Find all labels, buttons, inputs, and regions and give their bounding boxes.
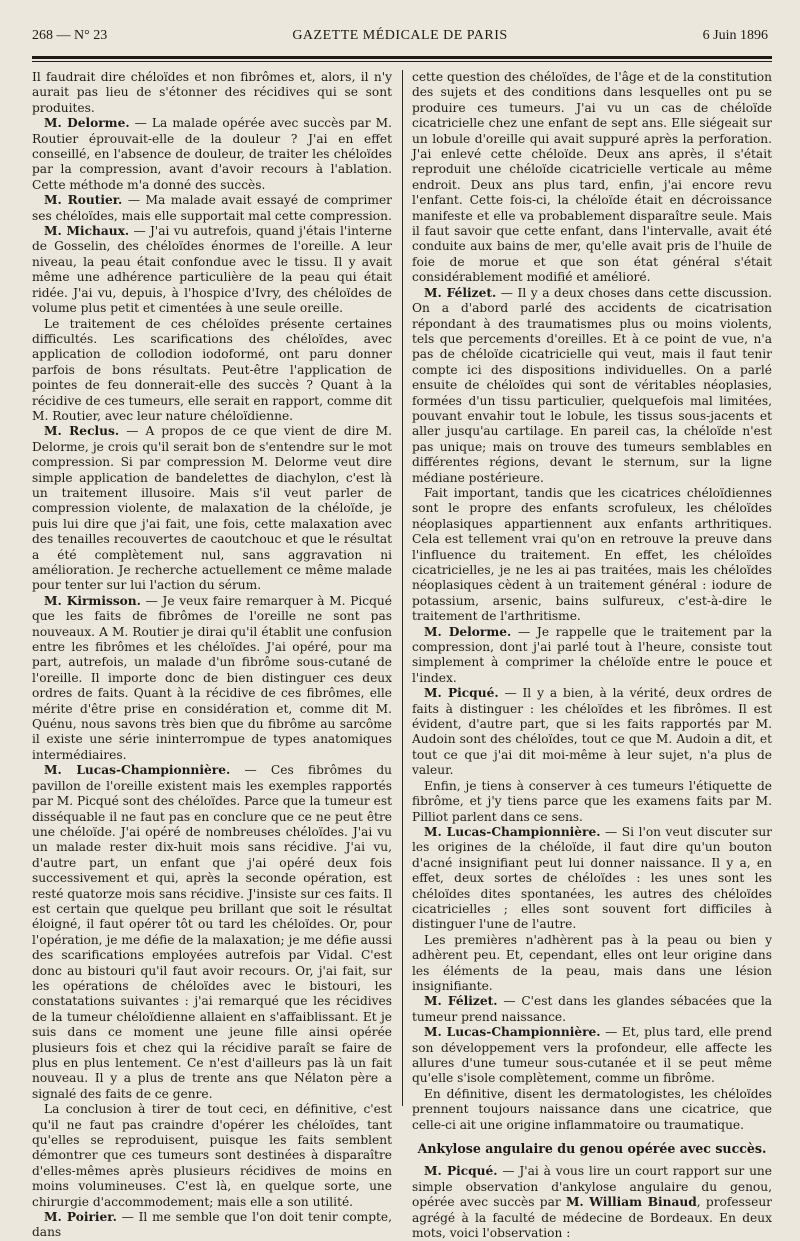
- speaker-name: M. Félizet.: [424, 994, 498, 1009]
- paragraph: [32, 116, 392, 193]
- paragraph: [412, 625, 772, 687]
- paragraph: [32, 763, 392, 1102]
- section-heading: Ankylose angulaire du genou opérée avec succès.: [417, 1141, 767, 1157]
- speaker-name: M. Félizet.: [424, 285, 497, 300]
- paragraph-text: Il faudrait dire chéloïdes et non fibrômes et, alors, il n'y aurait pas lieu de s'étonner des récidives qui se sont produites.: [32, 70, 392, 115]
- paragraph: [412, 994, 772, 1025]
- paragraph-text: — C'est dans les glandes sébacées que la tumeur prend naissance.: [412, 994, 772, 1024]
- speaker-name: M. Reclus.: [44, 424, 120, 439]
- paragraph-text: — Je rappelle que le traitement par la compression, dont j'ai parlé tout à l'heure, consiste tout simplement à comprimer la chéloïde entre le pouce et l'index.: [412, 624, 772, 685]
- paragraph-text: En définitive, disent les dermatologistes, les chéloïdes prennent toujours naissance dans une cicatrice, que celle-ci ait une origine inflammatoire ou traumatique.: [412, 1086, 772, 1132]
- right-column-paragraphs: [412, 70, 772, 1133]
- author-name: M. William Binaud: [565, 1195, 697, 1210]
- paragraph-text: — Il me semble que l'on doit tenir compte, dans: [32, 1210, 392, 1240]
- paragraph: [32, 594, 392, 763]
- paragraph: [412, 825, 772, 933]
- paragraph-text: — Il y a bien, à la vérité, deux ordres de faits à distinguer : les chéloïdes et les fibrômes. Il est évident, d'autre part, que si les faits rapportés par M. Audoin sont des chéloïdes, tout ce que M. Audoin a dit, et tout ce que j'ai dit moi-même à leur sujet, n'a plus de valeur.: [412, 686, 773, 778]
- paragraph-text: cette question des chéloïdes, de l'âge et de la constitution des sujets et des conditions dans lesquelles ont pu se produire ces tumeurs. J'ai vu un cas de chéloïde cicatricielle chez une enfant de sept ans. Elle siégeait sur un lobule d'oreille qui avait suppuré après la perforation. J'ai enlevé cette chéloïde. Deux ans après, il s'était reproduit une chéloïde cicatricielle verticale au même endroit. Deux ans plus tard, enfin, j'ai encore revu l'enfant. Cette fois-ci, la chéloïde était en décroissance manifeste et elle va probablement disparaître seule. Mais il faut savoir que cette enfant, dans l'intervalle, avait été conduite aux bains de mer, qu'elle avait pris de l'huile de foie de morue et que son état général s'était considérablement modifié et amélioré.: [412, 70, 772, 285]
- paragraph-text-end: , professeur agrégé à la faculté de médecine de Bordeaux. En deux mots, voici l'observation :: [412, 1195, 772, 1241]
- paragraph-text: — A propos de ce que vient de dire M. Delorme, je crois qu'il serait bon de s'entendre sur le mot compression. Si par compression M. Delorme veut dire simple application de bandelettes de diachylon, c'est là un traitement illusoire. Mais s'il veut parler de compression violente, de malaxation de la chéloïde, je puis lui dire que j'ai fait, une fois, cette malaxation avec des tenailles recouvertes de caoutchouc et que le résultat a été complètement nul, sans aggravation ni amélioration. Je recherche actuellement ce même malade pour tenter sur lui l'action du sérum.: [32, 424, 393, 593]
- left-column: [32, 70, 393, 1240]
- speaker-name: M. Picqué.: [424, 686, 499, 701]
- paragraph-text: Le traitement de ces chéloïdes présente certaines difficultés. Les scarifications des chéloïdes, avec application de collodion iodoformé, ont paru donner parfois de bons résultats. Peut-être l'application de pointes de feu donnerait-elle des succès ? Quant à la récidive de ces tumeurs, elle serait en rapport, comme dit M. Routier, avec leur nature chéloïdienne.: [32, 316, 392, 423]
- paragraph-text: Les premières n'adhèrent pas à la peau ou bien y adhèrent peu. Et, cependant, elles ont leur origine dans les éléments de la peau, mais dans une lésion insignifiante.: [412, 932, 772, 993]
- paragraph-text: — J'ai à vous lire un court rapport sur une simple observation d'ankylose angulaire du genou, opérée avec succès par: [412, 1164, 772, 1210]
- paragraph-text: — J'ai vu autrefois, quand j'étais l'interne de Gosselin, des chéloïdes énormes de l'oreille. A leur niveau, la peau était confondue avec le tissu. Il y avait même une adhérence particulière de la peau qui était ridée. J'ai vu, depuis, à l'hospice d'Ivry, des chéloïdes de volume plus petit et cimentées à une seule oreille.: [32, 224, 392, 316]
- paragraph: [32, 193, 392, 224]
- page-header: [32, 28, 768, 48]
- paragraph: [412, 1164, 772, 1241]
- paragraph-text: — Et, plus tard, elle prend son développement vers la profondeur, elle affecte les allures d'une tumeur sous-cutanée et il se peut même qu'elle s'isole complètement, comme un fibrôme.: [412, 1025, 772, 1086]
- speaker-name: M. Picqué.: [424, 1164, 498, 1179]
- paragraph: [412, 1087, 772, 1133]
- paragraph-text: — Ces fibrômes du pavillon de l'oreille existent mais les exemples rapportés par M. Picqué sont des chéloïdes. Parce que la tumeur est disséquable il ne faut pas en conclure que ce ne peut être une chéloïde. J'ai opéré de nombreuses chéloïdes. J'ai vu un malade rester dix-huit mois sans récidive. J'ai vu, d'autre part, un enfant que j'ai opéré deux fois successivement et qui, après la seconde opération, est resté quatorze mois sans récidive. J'insiste sur ces faits. Il est certain que quelque peu brillant que soit le résultat éloigné, il faut opérer tôt ou tard les chéloïdes. Or, pour l'opération, je me défie de la malaxation; je me défie aussi des scarifications employées autrefois par Vidal. C'est donc au bistouri qu'il faut avoir recours. Or, j'ai fait, sur les opérations de chéloïdes avec le bistouri, les constatations suivantes : j'ai remarqué que les récidives de la tumeur chéloïdienne allaient en s'affaiblissant. Et je suis dans ce moment une jeune fille ainsi opérée plusieurs fois et chez qui la récidive paraît se faire de plus en plus lentement. Ce n'est d'ailleurs pas là un fait nouveau. Il y a plus de trente ans que Nélaton père a signalé des faits de ce genre.: [32, 763, 393, 1101]
- issue-date: 6 Juin 1896: [702, 28, 768, 43]
- paragraph-text: — Ma malade avait essayé de comprimer ses chéloïdes, mais elle supportait mal cette compression.: [32, 193, 392, 223]
- paragraph-text: La conclusion à tirer de tout ceci, en définitive, c'est qu'il ne faut pas craindre d'opérer les chéloïdes, tant qu'elles se reproduisent, puisque les faits semblent démontrer que ces tumeurs sont destinées à disparaître d'elles-mêmes après plusieurs récidives de moins en moins volumineuses. C'est là, en quelque sorte, une chirurgie d'accommodement; mais elle a son utilité.: [32, 1102, 392, 1209]
- paragraph: [412, 933, 772, 995]
- speaker-name: M. Routier.: [44, 193, 123, 208]
- header-rule-thick: [32, 56, 772, 59]
- speaker-name: M. Lucas-Championnière.: [44, 763, 231, 778]
- paragraph-text: — Je veux faire remarquer à M. Picqué que les faits de fibrômes de l'oreille ne sont pas nouveaux. A M. Routier je dirai qu'il établit une confusion entre les fibrômes et les chéloïdes. J'ai opéré, pour ma part, autrefois, un malade d'un fibrôme sous-cutané de l'oreille. Il importe donc de bien distinguer ces deux ordres de faits. Quant à la récidive de ces fibrômes, elle mérite d'être prise en considération et, comme dit M. Quénu, nous savons très bien que du fibrôme au sarcôme il existe une série ininterrompue de types anatomiques intermédiaires.: [32, 593, 392, 762]
- right-column: [412, 70, 773, 1241]
- paragraph: [32, 1210, 392, 1241]
- paragraph: [412, 486, 772, 625]
- paragraph: [32, 424, 392, 593]
- speaker-name: M. Kirmisson.: [44, 593, 141, 608]
- paragraph-text: — Il y a deux choses dans cette discussion. On a d'abord parlé des accidents de cicatrisation répondant à des traumatismes plus ou moins violents, tels que percements d'oreilles. Et à ce point de vue, n'a pas de chéloïde cicatricielle qui veut, mais il faut tenir compte ici des dispositions individuelles. On a parlé ensuite de chéloïdes qui sont de véritables néoplasies, formées d'un tissu particulier, quelquefois mal limitées, pouvant envahir tout le lobule, les tissus sous-jacents et aller jusqu'au cartilage. En pareil cas, la chéloïde n'est pas unique; mais on trouve des tumeurs semblables en différentes régions, devant le sternum, sur la ligne médiane postérieure.: [412, 285, 773, 485]
- paragraph: [412, 70, 772, 286]
- paragraph: [32, 317, 392, 425]
- speaker-name: M. Poirier.: [44, 1210, 117, 1225]
- paragraph-text: — Si l'on veut discuter sur les origines de la chéloïde, il faut dire qu'un bouton d'acné insignifiant peut lui donner naissance. Il y a, en effet, deux sortes de chéloïdes : les unes sont les chéloïdes dites spontanées, les autres des chéloïdes cicatricielles ; elles sont souvent fort difficiles à distinguer l'une de l'autre.: [412, 824, 772, 932]
- paragraph-text: Enfin, je tiens à conserver à ces tumeurs l'étiquette de fibrôme, et j'y tiens parce que les examens faits par M. Pilliot parlent dans ce sens.: [412, 778, 772, 824]
- speaker-name: M. Michaux.: [44, 224, 130, 239]
- paragraph: [32, 1102, 392, 1210]
- paragraph-text: Fait important, tandis que les cicatrices chéloïdiennes sont le propre des enfants scrofuleux, les chéloïdes néoplasiques appartiennent aux enfants arthritiques. Cela est tellement vrai qu'on en retrouve la preuve dans l'influence du traitement. En effet, les chéloïdes cicatricielles, je ne les ai pas traitées, mais les chéloïdes néoplasiques cèdent à un traitement général : iodure de potassium, arsenic, bains sulfureux, c'est-à-dire le traitement de l'arthritisme.: [412, 485, 772, 624]
- page-number: 268 — N° 23: [32, 28, 108, 43]
- paragraph: [32, 70, 392, 116]
- paragraph-text: — La malade opérée avec succès par M. Routier éprouvait-elle de la douleur ? J'ai en effet conseillé, en l'absence de douleur, de traiter les chéloïdes par la compression, avant d'avoir recours à l'ablation. Cette méthode m'a donné des succès.: [32, 116, 392, 192]
- header-rule-thin: [32, 61, 772, 62]
- paragraph: [412, 1025, 772, 1087]
- speaker-name: M. Lucas-Championnière.: [424, 824, 601, 839]
- speaker-name: M. Lucas-Championnière.: [424, 1025, 601, 1040]
- column-divider: [402, 70, 403, 1106]
- paragraph: [32, 224, 392, 316]
- paragraph: [412, 286, 772, 486]
- paragraph: [412, 779, 772, 825]
- paragraph: [412, 686, 772, 778]
- speaker-name: M. Delorme.: [44, 116, 130, 131]
- speaker-name: M. Delorme.: [424, 624, 512, 639]
- journal-title: GAZETTE MÉDICALE DE PARIS: [292, 28, 508, 43]
